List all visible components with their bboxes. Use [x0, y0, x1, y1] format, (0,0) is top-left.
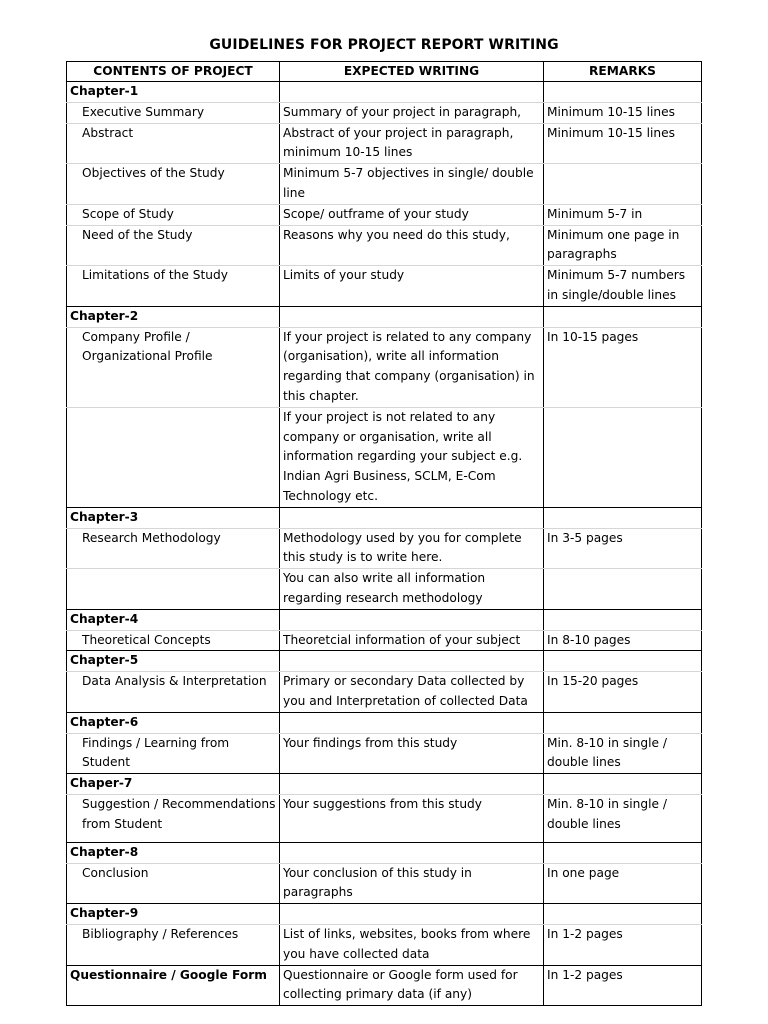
table-row [67, 204, 702, 225]
cell-remarks [544, 164, 702, 205]
cell-remarks: Minimum one page in paragraphs [544, 225, 702, 266]
cell-remarks: Minimum 5-7 in [544, 204, 702, 225]
header-expected-writing: EXPECTED WRITING [280, 62, 544, 82]
table-row [67, 327, 702, 407]
cell-content: Findings / Learning from Student [67, 733, 280, 774]
cell-remarks: In 8-10 pages [544, 630, 702, 651]
cell-expected: Scope/ outframe of your study [280, 204, 544, 225]
cell-expected: Limits of your study [280, 266, 544, 307]
cell-content: Company Profile / Organizational Profile [67, 327, 280, 407]
cell-expected [280, 842, 544, 863]
chapter-heading: Chapter-3 [67, 507, 280, 528]
cell-expected: Your findings from this study [280, 733, 544, 774]
chapter-row [67, 82, 702, 103]
chapter-heading: Chapter-4 [67, 609, 280, 630]
cell-content: Objectives of the Study [67, 164, 280, 205]
cell-expected: Your suggestions from this study [280, 794, 544, 842]
cell-remarks [544, 774, 702, 795]
cell-remarks: In 1-2 pages [544, 925, 702, 966]
cell-remarks: In 15-20 pages [544, 672, 702, 713]
cell-expected: Reasons why you need do this study, [280, 225, 544, 266]
chapter-row [67, 507, 702, 528]
table-row [67, 965, 702, 1006]
cell-remarks [544, 407, 702, 507]
table-row [67, 569, 702, 610]
cell-expected: Minimum 5-7 objectives in single/ double line [280, 164, 544, 205]
cell-expected: List of links, websites, books from where you have collected data [280, 925, 544, 966]
document-title: GUIDELINES FOR PROJECT REPORT WRITING [209, 37, 559, 53]
cell-content [67, 569, 280, 610]
chapter-heading: Chapter-2 [67, 306, 280, 327]
cell-expected [280, 904, 544, 925]
table-row [67, 225, 702, 266]
chapter-row [67, 306, 702, 327]
cell-expected [280, 651, 544, 672]
cell-remarks: Minimum 10-15 lines [544, 102, 702, 123]
chapter-row [67, 842, 702, 863]
cell-remarks [544, 507, 702, 528]
table-row [67, 407, 702, 507]
table-row [67, 528, 702, 569]
chapter-heading: Chapter-1 [67, 82, 280, 103]
cell-remarks [544, 842, 702, 863]
cell-content: Theoretical Concepts [67, 630, 280, 651]
cell-remarks: In 10-15 pages [544, 327, 702, 407]
cell-content: Scope of Study [67, 204, 280, 225]
chapter-row [67, 904, 702, 925]
table-row [67, 266, 702, 307]
table-row [67, 925, 702, 966]
cell-expected [280, 306, 544, 327]
cell-remarks [544, 306, 702, 327]
cell-content [67, 407, 280, 507]
header-remarks: REMARKS [544, 62, 702, 82]
cell-content: Conclusion [67, 863, 280, 904]
chapter-row [67, 609, 702, 630]
table-header-row [67, 62, 702, 82]
cell-content: Research Methodology [67, 528, 280, 569]
cell-expected: Your conclusion of this study in paragraphs [280, 863, 544, 904]
cell-expected [280, 712, 544, 733]
cell-expected: Theoretcial information of your subject [280, 630, 544, 651]
cell-remarks: Minimum 10-15 lines [544, 123, 702, 164]
cell-expected [280, 507, 544, 528]
cell-remarks: Min. 8-10 in single / double lines [544, 733, 702, 774]
cell-content: Abstract [67, 123, 280, 164]
chapter-heading: Chapter-5 [67, 651, 280, 672]
chapter-row [67, 712, 702, 733]
chapter-row [67, 651, 702, 672]
cell-remarks [544, 82, 702, 103]
cell-content: Bibliography / References [67, 925, 280, 966]
cell-remarks: Minimum 5-7 numbers in single/double lines [544, 266, 702, 307]
cell-expected: If your project is related to any company (organisation), write all information regarding that company (organisation) in this chapter. [280, 327, 544, 407]
guidelines-table [66, 61, 702, 1006]
header-contents: CONTENTS OF PROJECT [67, 62, 280, 82]
chapter-heading: Chapter-9 [67, 904, 280, 925]
table-row [67, 102, 702, 123]
cell-expected: Abstract of your project in paragraph, minimum 10-15 lines [280, 123, 544, 164]
cell-expected: If your project is not related to any company or organisation, write all information regarding your subject e.g. Indian Agri Business, SCLM, E-Com Technology etc. [280, 407, 544, 507]
cell-remarks: Min. 8-10 in single / double lines [544, 794, 702, 842]
chapter-row [67, 774, 702, 795]
table-row [67, 630, 702, 651]
cell-expected: You can also write all information regarding research methodology [280, 569, 544, 610]
cell-remarks: In one page [544, 863, 702, 904]
cell-expected: Primary or secondary Data collected by you and Interpretation of collected Data [280, 672, 544, 713]
chapter-heading: Chapter-6 [67, 712, 280, 733]
cell-expected: Methodology used by you for complete this study is to write here. [280, 528, 544, 569]
chapter-heading: Chapter-8 [67, 842, 280, 863]
cell-content: Suggestion / Recommendations from Student [67, 794, 280, 842]
cell-remarks [544, 904, 702, 925]
cell-remarks [544, 651, 702, 672]
cell-expected: Questionnaire or Google form used for collecting primary data (if any) [280, 965, 544, 1006]
cell-remarks [544, 569, 702, 610]
cell-content: Need of the Study [67, 225, 280, 266]
table-row [67, 672, 702, 713]
cell-expected [280, 609, 544, 630]
cell-content: Questionnaire / Google Form [67, 965, 280, 1006]
table-row [67, 863, 702, 904]
table-row [67, 794, 702, 842]
cell-remarks: In 3-5 pages [544, 528, 702, 569]
cell-content: Limitations of the Study [67, 266, 280, 307]
table-row [67, 164, 702, 205]
chapter-heading: Chaper-7 [67, 774, 280, 795]
cell-content: Executive Summary [67, 102, 280, 123]
cell-remarks [544, 712, 702, 733]
cell-expected [280, 774, 544, 795]
cell-remarks: In 1-2 pages [544, 965, 702, 1006]
cell-remarks [544, 609, 702, 630]
cell-expected: Summary of your project in paragraph, [280, 102, 544, 123]
cell-expected [280, 82, 544, 103]
table-row [67, 733, 702, 774]
table-row [67, 123, 702, 164]
cell-content: Data Analysis & Interpretation [67, 672, 280, 713]
